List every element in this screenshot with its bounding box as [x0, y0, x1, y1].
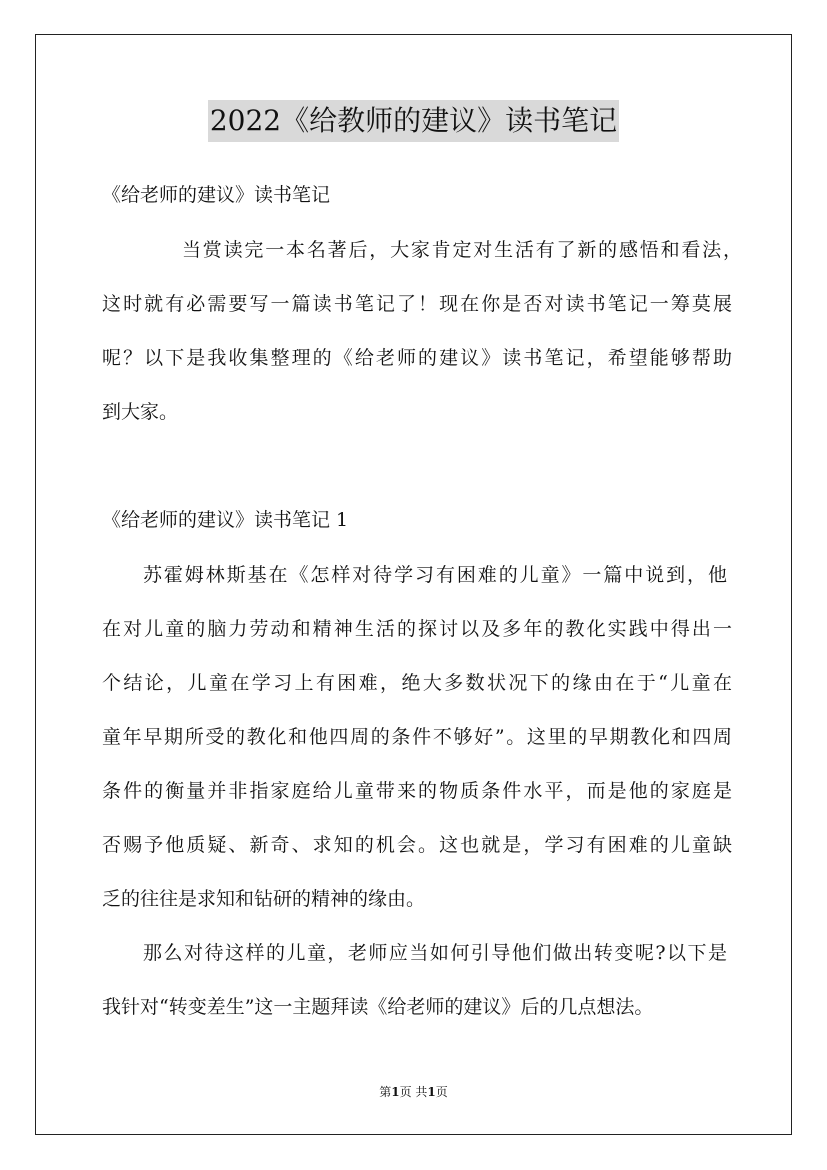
intro-line: 到大家。 — [102, 401, 179, 423]
paragraph-line: 那么对待这样的儿童，老师应当如何引导他们做出转变呢?以下是 — [143, 942, 727, 964]
page-footer — [0, 1084, 827, 1100]
footer-page-number: 1 — [391, 1085, 400, 1099]
section-heading: 《给老师的建议》读书笔记 1 — [102, 509, 349, 531]
document-title-text: 2022《给教师的建议》读书笔记 — [208, 100, 619, 142]
paragraph-line: 童年早期所受的教化和他四周的条件不够好”。这里的早期教化和四周 — [102, 726, 732, 748]
paragraph-line: 乏的往往是求知和钻研的精神的缘由。 — [102, 888, 426, 910]
footer-mid: 页 共 — [399, 1085, 428, 1099]
paragraph-line: 条件的衡量并非指家庭给儿童带来的物质条件水平，而是他的家庭是 — [102, 780, 732, 802]
footer-suffix: 页 — [435, 1085, 448, 1099]
paragraph-line: 我针对“转变差生”这一主题拜读《给老师的建议》后的几点想法。 — [102, 996, 654, 1018]
intro-line: 当赏读完一本名著后，大家肯定对生活有了新的感悟和看法， — [182, 239, 742, 261]
paragraph-line: 苏霍姆林斯基在《怎样对待学习有困难的儿童》一篇中说到，他 — [143, 564, 727, 586]
footer-page-total: 1 — [427, 1085, 436, 1099]
footer-prefix: 第 — [379, 1085, 392, 1099]
paragraph-line: 否赐予他质疑、新奇、求知的机会。这也就是，学习有困难的儿童缺 — [102, 834, 732, 856]
intro-line: 这时就有必需要写一篇读书笔记了！现在你是否对读书笔记一筹莫展 — [102, 293, 732, 315]
paragraph-line: 在对儿童的脑力劳动和精神生活的探讨以及多年的教化实践中得出一 — [102, 618, 732, 640]
intro-line: 呢？以下是我收集整理的《给老师的建议》读书笔记，希望能够帮助 — [102, 347, 732, 369]
document-title — [0, 100, 827, 142]
subheading: 《给老师的建议》读书笔记 — [102, 184, 331, 206]
paragraph-line: 个结论，儿童在学习上有困难，绝大多数状况下的缘由在于“儿童在 — [102, 672, 732, 694]
